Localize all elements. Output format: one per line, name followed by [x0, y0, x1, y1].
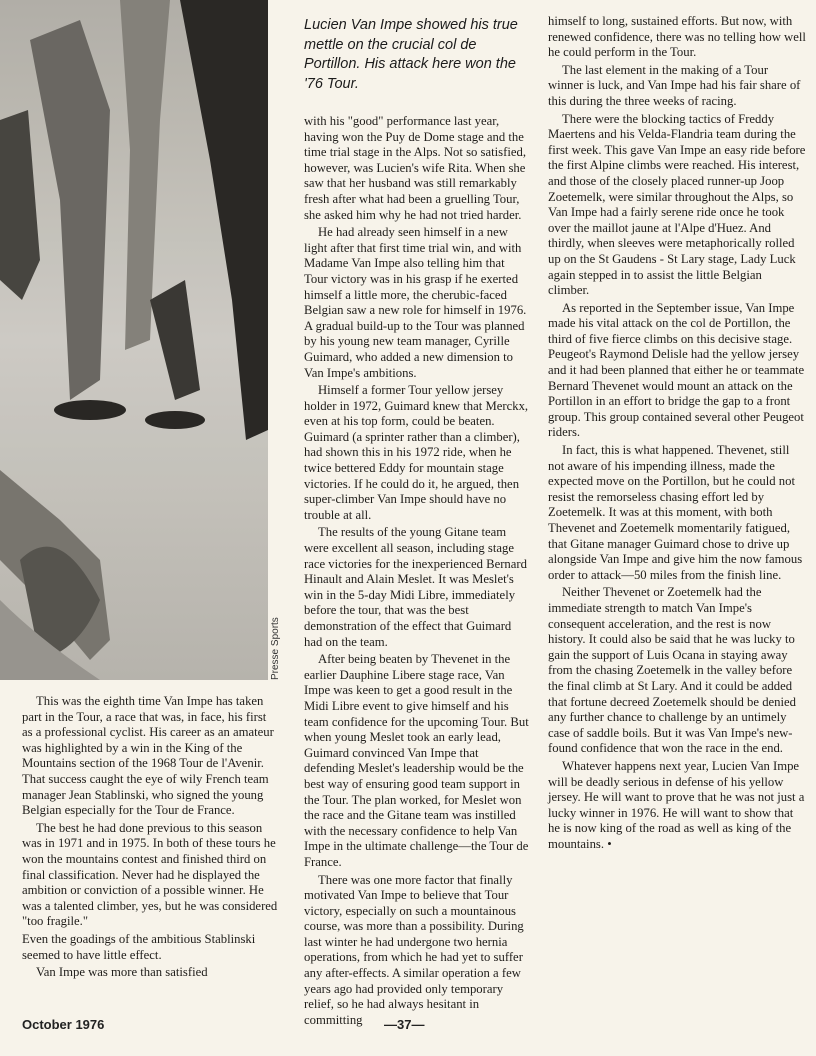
- article-column-2: [304, 114, 530, 1030]
- paragraph: with his "good" performance last year, having won the Puy de Dome stage and the time trial stage in the Alps. Not so satisfied, however, was Lucien's wife Rita. When she saw that her husband was still remarkably fresh after what had been a gruelling Tour, she asked him why he had not tried harder.: [304, 114, 526, 222]
- paragraph: There was one more factor that finally motivated Van Impe to believe that Tour victory, especially on such a mountainous course, was more than a possibility. During last winter he had undergone two hernia operations, from which he had yet to suffer any after-effects. A similar operation a few years ago had provided only temporary relief, so he had always hesitant in committing: [304, 872, 524, 1027]
- photo-caption: Lucien Van Impe showed his true mettle on the crucial col de Portillon. His attack here won the '76 Tour.: [304, 17, 518, 92]
- paragraph: Whatever happens next year, Lucien Van Impe will be deadly serious in defense of his yellow jersey. He will want to prove that he was not just a lucky winner in 1976. He will want to show that he is now king of the road as well as king of the mountains. •: [548, 758, 805, 851]
- issue-date: October 1976: [22, 1017, 105, 1032]
- paragraph: After being beaten by Thevenet in the earlier Dauphine Libere stage race, Van Impe was keen to get a good result in the Midi Libre event to give himself and his team confidence for the upcoming Tour. But when young Meslet took an early lead, Guimard convinced Van Impe that defending Meslet's leadership would be the best way of ensuring good team support in the Tour. The plan worked, for Meslet won the race and the Gitane team was instilled with the necessary confidence to help Van Impe in the ultimate challenge—the Tour de France.: [304, 652, 529, 869]
- race-photo: [0, 0, 268, 680]
- paragraph: himself to long, sustained efforts. But now, with renewed confidence, there was no telling how well he could perform in the Tour.: [548, 14, 806, 60]
- article-column-3: [548, 14, 806, 854]
- page-number: —37—: [384, 1017, 425, 1032]
- article-column-1: [22, 694, 278, 983]
- paragraph: Neither Thevenet or Zoetemelk had the immediate strength to match Van Impe's consequent acceleration, and the rest is now history. It could also be said that he was lucky to gain the support of Luis Ocana in staying away from the chasing Zoetemelk in the valley before the final climb at St Lary. And it could be added that fortune decreed Zoetemelk should be denied any further chance to challenge by an untimely case of saddle boils. But it was Van Impe's new-found confidence that won the race in the end.: [548, 585, 797, 756]
- paragraph: There were the blocking tactics of Freddy Maertens and his Velda-Flandria team during the first week. This gave Van Impe an easy ride before the first Alpine climbs were reached. His interest, and those of the closely placed runner-up Joop Zoetemelk, were similar throughout the Alps, so Van Impe had a fairly serene ride once he took over the maillot jaune at l'Alpe d'Huez. And thirdly, when sleeves were metaphorically rolled up on the St Gaudens - St Lary stage, Lady Luck again stepped in to assist the little Belgian climber.: [548, 111, 806, 298]
- paragraph: Himself a former Tour yellow jersey holder in 1972, Guimard knew that Merckx, even at his top form, could be beaten. Guimard (a sprinter rather than a climber), had shown this in his 1972 ride, when he twice bettered Eddy for mountain stage victories. If he could do it, he argued, then super-climber Van Impe should have no trouble at all.: [304, 383, 529, 522]
- paragraph: The last element in the making of a Tour winner is luck, and Van Impe had his fair share of this during the three weeks of racing.: [548, 62, 801, 108]
- paragraph: The results of the young Gitane team were excellent all season, including stage race victories for the inexperienced Bernard Hinault and Alain Meslet. It was Meslet's win in the 5-day Midi Libre, immediately before the tour, that was the best demonstration of the effect that Guimard had on the team.: [304, 525, 527, 649]
- paragraph: Van Impe was more than satisfied: [36, 965, 208, 980]
- paragraph: The best he had done previous to this season was in 1971 and in 1975. In both of these tours he won the mountains contest and finished third on final classification. Never had he displayed the ambition or conviction of a possible winner. He was a talented climber, yes, but he was considered "too fragile.": [22, 820, 278, 929]
- paragraph: He had already seen himself in a new light after that first time trial win, and with Madame Van Impe also telling him that Tour victory was in his grasp if he exerted himself a little more, the cherubic-faced Belgian saw a new role for himself in 1976. A gradual build-up to the Tour was planned by his young new team manager, Cyrille Guimard, who added a new dimension to Van Impe's ambitions.: [304, 225, 527, 380]
- paragraph: As reported in the September issue, Van Impe made his vital attack on the col de Portillon, the third of five fierce climbs on this decisive stage. Peugeot's Raymond Delisle had the yellow jersey and it had been planned that either he or teammate Bernard Thevenet would mount an attack on the Portillon in an effort to bridge the gap to a front group. This group contained several other Peugeot riders.: [548, 300, 805, 440]
- paragraph: This was the eighth time Van Impe has taken part in the Tour, a race that was, in face, his first as a professional cyclist. His career as an amateur was highlighted by a win in the King of the Mountains section of the 1968 Tour de l'Avenir. That success caught the eye of wily French team manager Jean Stablinski, who signed the young Belgian especially for the Tour de France.: [22, 694, 274, 818]
- photo-credit: Presse Sports: [270, 617, 281, 680]
- paragraph: Even the goadings of the ambitious Stablinski seemed to have little effect.: [22, 931, 256, 962]
- paragraph: In fact, this is what happened. Thevenet, still not aware of his impending illness, made the expected move on the Portillon, but he could not resist the remorseless chasing effort led by Zoetemelk. It was at this moment, with both Thevenet and Zoetemelk momentarily fatigued, that Gitane manager Guimard chose to drive up alongside Van Impe and give him the now famous order to attack—50 miles from the finish line.: [548, 443, 803, 582]
